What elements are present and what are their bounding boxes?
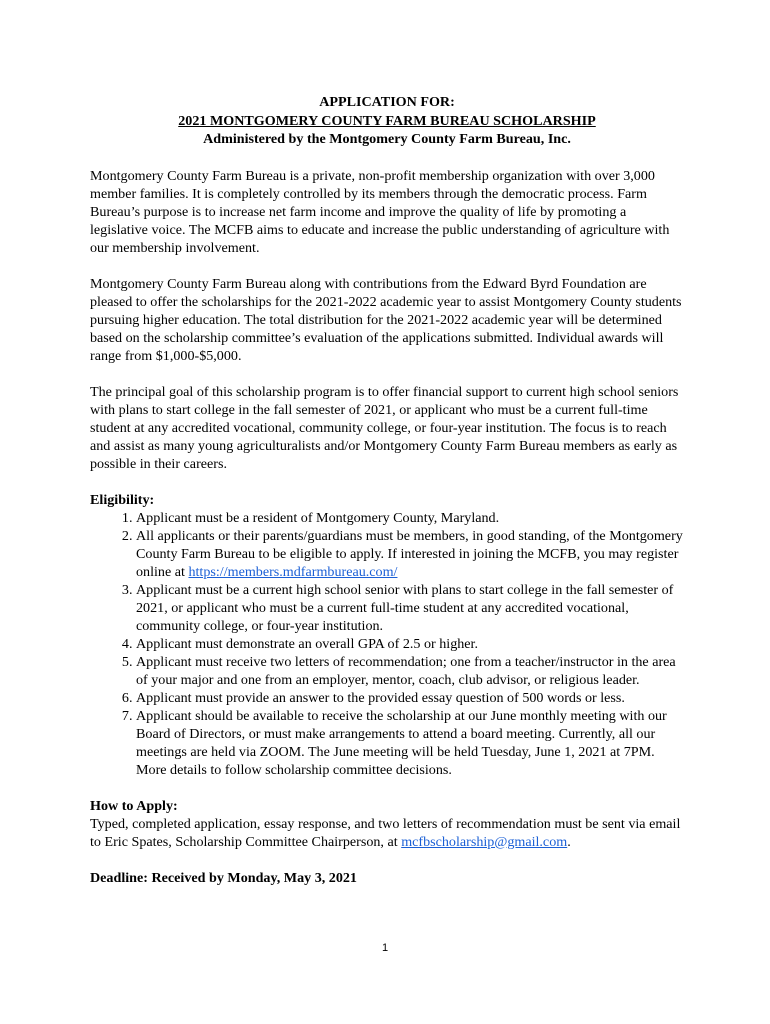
eligibility-heading: Eligibility:: [90, 491, 155, 508]
how-to-apply-heading: How to Apply:: [90, 797, 178, 814]
how-to-apply-instructions: Typed, completed application, essay response, and two letters of recommendation must be sent via email to Eric Spates, Scholarship Committee Chairperson, at: [90, 815, 681, 850]
deadline-text: Deadline: Received by Monday, May 3, 2021: [90, 869, 357, 886]
document-page: [90, 93, 684, 887]
title-line-administered: Administered by the Montgomery County Farm Bureau, Inc.: [203, 131, 571, 147]
eligibility-list: [90, 509, 684, 779]
intro-paragraph: Montgomery County Farm Bureau is a private, non-profit membership organization with over 3,000 member families. It is completely controlled by its members through the democratic process. Farm Bureau’s purpose is to increase net farm income and improve the quality of life by promoting a legislative voice. The MCFB aims to educate and increase the public understanding of agriculture with our membership involvement.: [90, 167, 670, 256]
eligibility-item-4: 4. Applicant must demonstrate an overall GPA of 2.5 or higher.: [136, 635, 684, 653]
title-line-application: APPLICATION FOR:: [319, 94, 455, 110]
eligibility-item-2: [136, 527, 684, 581]
how-to-apply-period: .: [567, 833, 571, 850]
page-number: 1: [381, 942, 389, 954]
eligibility-item-5: 5. Applicant must receive two letters of recommendation; one from a teacher/instructor in the area of your major and one from an employer, mentor, coach, club advisor, or religious leader.: [136, 653, 684, 689]
document-title: [90, 93, 684, 149]
mdfarmbureau-link[interactable]: https://members.mdfarmbureau.com/: [188, 563, 398, 580]
scholarship-email-link[interactable]: mcfbscholarship@gmail.com: [401, 833, 568, 850]
eligibility-item-7: 7. Applicant should be available to receive the scholarship at our June monthly meeting with our Board of Directors, or must make arrangements to attend a board meeting. Currently, all our meetings are held via ZOOM. The June meeting will be held Tuesday, June 1, 2021 at 7PM. More details to follow scholarship committee decisions.: [136, 707, 684, 779]
eligibility-item-2-text: All applicants or their parents/guardians must be members, in good standing, of the Montgomery County Farm Bureau to be eligible to apply. If interested in joining the MCFB, you may register online at: [136, 527, 683, 580]
title-line-scholarship: 2021 MONTGOMERY COUNTY FARM BUREAU SCHOLARSHIP: [178, 112, 596, 129]
eligibility-item-3: 3. Applicant must be a current high school senior with plans to start college in the fall semester of 2021, or applicant who must be a current full-time student at any accredited vocational, community college, or four-year institution.: [136, 581, 684, 635]
offer-paragraph: Montgomery County Farm Bureau along with contributions from the Edward Byrd Foundation are pleased to offer the scholarships for the 2021-2022 academic year to assist Montgomery County students pursuing higher education. The total distribution for the 2021-2022 academic year will be determined based on the scholarship committee’s evaluation of the applications submitted. Individual awards will range from $1,000-$5,000.: [90, 275, 682, 364]
how-to-apply-text: [90, 815, 684, 851]
eligibility-item-6: 6. Applicant must provide an answer to the provided essay question of 500 words or less.: [136, 689, 684, 707]
eligibility-item-1: 1. Applicant must be a resident of Montgomery County, Maryland.: [136, 509, 684, 527]
goal-paragraph: The principal goal of this scholarship program is to offer financial support to current high school seniors with plans to start college in the fall semester of 2021, or applicant who must be a current full-time student at any accredited vocational, community college, or four-year institution. The focus is to reach and assist as many young agriculturalists and/or Montgomery County Farm Bureau members as early as possible in their careers.: [90, 383, 679, 472]
